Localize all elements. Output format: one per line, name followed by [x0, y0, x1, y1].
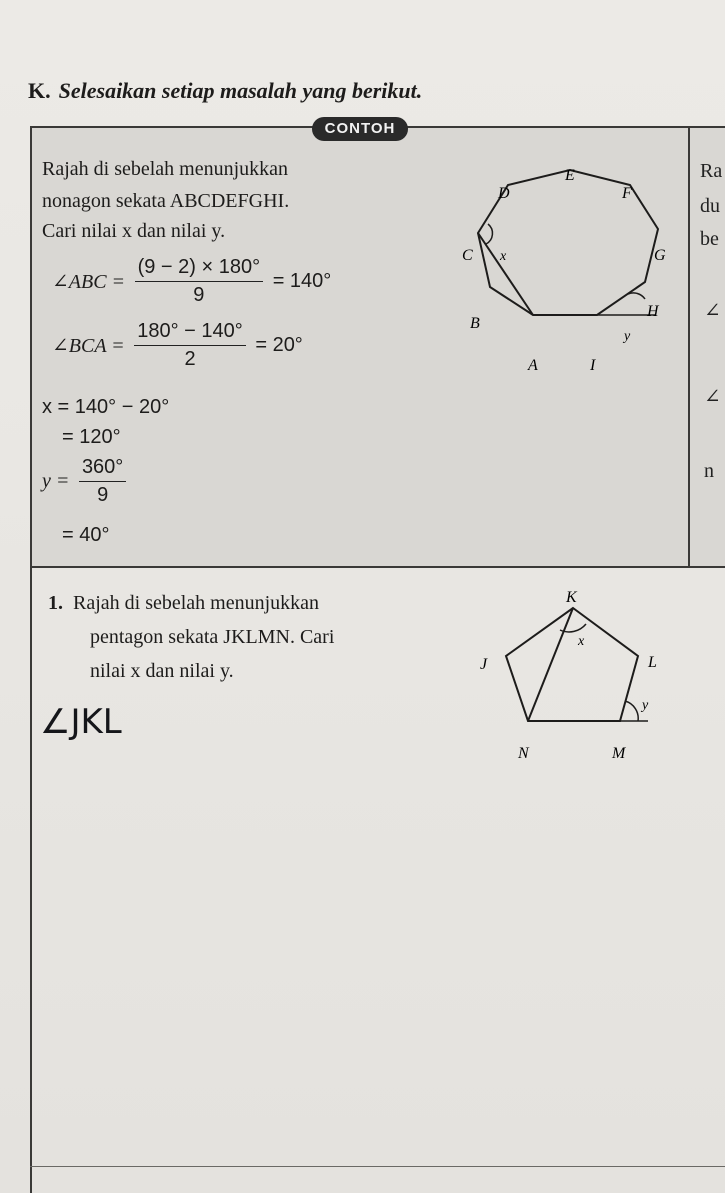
- vertex-label-n: N: [518, 745, 529, 762]
- angle-bca-numerator: 180° − 140°: [134, 320, 246, 346]
- cutoff-text-4: ∠: [704, 300, 721, 322]
- frame-left-border: [30, 126, 32, 1193]
- cutoff-text-5: ∠: [704, 386, 721, 408]
- angle-x-arc: [486, 224, 492, 244]
- section-letter: K.: [28, 78, 51, 103]
- vertex-label-l: L: [648, 654, 657, 671]
- y-equation: [42, 456, 130, 507]
- angle-bca-result: = 20°: [255, 334, 303, 356]
- angle-abc-lhs: ∠ABC =: [52, 271, 126, 293]
- pentagon-figure: [470, 586, 690, 776]
- angle-label-y: y: [624, 329, 631, 344]
- vertex-label-b: B: [470, 315, 480, 332]
- q1-line-2: pentagon sekata JKLMN. Cari: [90, 626, 335, 648]
- angle-abc-denominator: 9: [193, 284, 205, 306]
- angle-x-arc-q1: [560, 624, 586, 632]
- y-fraction: [79, 456, 126, 507]
- q1-number: 1.: [48, 592, 63, 614]
- cutoff-text-1: Ra: [700, 160, 723, 182]
- y-equation-line-2: = 40°: [62, 524, 110, 546]
- cutoff-text-2: du: [700, 195, 720, 217]
- q1-line-3: nilai x dan nilai y.: [90, 660, 234, 682]
- vertex-label-i: I: [590, 357, 596, 374]
- vertex-label-j: J: [480, 656, 488, 673]
- angle-bca-equation: [52, 320, 303, 371]
- example-right-border: [688, 128, 690, 566]
- q1-line-1: [48, 592, 319, 615]
- vertex-label-d: D: [498, 185, 510, 202]
- example-question-line-3: Cari nilai x dan nilai y.: [42, 220, 226, 242]
- x-equation-line-2: = 120°: [62, 426, 121, 448]
- handwritten-answer: ∠JKL: [40, 702, 122, 742]
- x-equation-line-1: x = 140° − 20°: [42, 396, 170, 418]
- example-bottom-border: [30, 566, 725, 568]
- angle-abc-equation: [52, 256, 331, 307]
- angle-label-x: x: [500, 249, 507, 264]
- q1-text-1: Rajah di sebelah menunjukkan: [73, 592, 320, 614]
- angle-abc-fraction: [135, 256, 264, 307]
- bottom-line: [30, 1166, 725, 1167]
- vertex-label-c: C: [462, 247, 473, 264]
- y-denominator: 9: [97, 484, 109, 506]
- vertex-label-h: H: [647, 303, 659, 320]
- angle-bca-fraction: [134, 320, 246, 371]
- angle-abc-result: = 140°: [272, 270, 332, 292]
- angle-bca-lhs: ∠BCA =: [52, 335, 125, 357]
- angle-label-y-q1: y: [642, 698, 649, 713]
- vertex-label-f: F: [622, 185, 632, 202]
- vertex-label-k: K: [566, 589, 577, 606]
- angle-y-arc: [628, 293, 645, 299]
- example-question-line-2: nonagon sekata ABCDEFGHI.: [42, 190, 290, 212]
- cutoff-text-6: n: [704, 460, 714, 482]
- vertex-label-e: E: [565, 167, 575, 184]
- pentagon-shape: [506, 608, 638, 721]
- angle-bca-denominator: 2: [184, 348, 196, 370]
- cutoff-text-3: be: [700, 228, 719, 250]
- section-instruction: Selesaikan setiap masalah yang berikut.: [58, 78, 423, 103]
- vertex-label-a: A: [528, 357, 538, 374]
- angle-label-x-q1: x: [578, 634, 585, 649]
- example-question-line-1: Rajah di sebelah menunjukkan: [42, 158, 289, 180]
- contoh-badge: CONTOH: [312, 117, 408, 141]
- vertex-label-m: M: [612, 745, 626, 762]
- angle-y-arc-q1: [625, 701, 638, 721]
- y-numerator: 360°: [79, 456, 126, 482]
- angle-abc-numerator: (9 − 2) × 180°: [135, 256, 264, 282]
- y-lhs: y =: [42, 470, 70, 492]
- vertex-label-g: G: [654, 247, 666, 264]
- section-heading: [28, 78, 422, 104]
- nonagon-figure: [440, 160, 680, 380]
